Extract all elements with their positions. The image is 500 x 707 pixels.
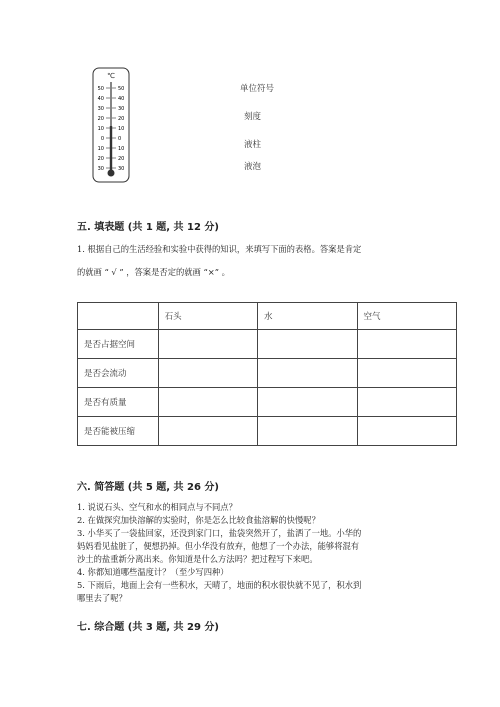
thermometer-tick-label-right: 20	[118, 156, 125, 162]
table-header-cell: 石头	[158, 303, 257, 330]
thermometer-tick-label-left: 50	[97, 86, 104, 92]
row-label: 是否有质量	[78, 388, 159, 417]
answer-cell[interactable]	[158, 359, 257, 388]
thermometer-tick-label-left: 10	[97, 146, 104, 152]
section6-line: 1. 说说石头、空气和水的相同点与不同点？	[77, 502, 237, 512]
thermometer-tick-label-right: 30	[118, 166, 125, 172]
table-row	[78, 359, 457, 388]
thermometer-tick-label-right: 20	[118, 116, 125, 122]
section6-line: 哪里去了呢？	[77, 593, 127, 603]
answer-cell[interactable]	[258, 359, 357, 388]
properties-table	[77, 302, 457, 446]
answer-cell[interactable]	[158, 388, 257, 417]
section5-title: 五. 填表题 (共 1 题, 共 12 分)	[77, 222, 219, 233]
table-header-row	[78, 303, 457, 330]
thermometer-tick-label-right: 0	[118, 136, 122, 142]
thermometer-tick-label-left: 20	[97, 156, 104, 162]
thermometer-tick-label-right: 10	[118, 146, 125, 152]
thermometer-bulb	[108, 170, 115, 177]
table-header-cell: 空气	[357, 303, 456, 330]
answer-cell[interactable]	[258, 330, 357, 359]
thermometer-tick-label-left: 30	[97, 166, 104, 172]
answer-cell[interactable]	[258, 388, 357, 417]
thermometer-tick-label-left: 0	[100, 136, 104, 142]
answer-cell[interactable]	[357, 330, 456, 359]
answer-cell[interactable]	[158, 330, 257, 359]
thermometer-tick-label-right: 30	[118, 106, 125, 112]
row-label: 是否能被压缩	[78, 417, 159, 446]
thermometer-tick-label-right: 10	[118, 126, 125, 132]
section6-line: 5. 下雨后，地面上会有一些积水，天晴了，地面的积水很快就不见了，积水到	[77, 580, 362, 590]
section6-line: 沙土的盐重新分离出来。你知道是什么方法吗？把过程写下来吧。	[77, 554, 318, 564]
row-label: 是否占据空间	[78, 330, 159, 359]
thermometer-tick-label-left: 10	[97, 126, 104, 132]
answer-cell[interactable]	[357, 388, 456, 417]
table-header-cell: 水	[258, 303, 357, 330]
thermometer-tick-label-left: 20	[97, 116, 104, 122]
thermometer-liquid	[110, 126, 112, 170]
part-label-column: 液柱	[244, 140, 262, 150]
thermometer-unit: ℃	[107, 72, 115, 80]
table-header-cell	[78, 303, 159, 330]
answer-cell[interactable]	[357, 417, 456, 446]
part-label-unit: 单位符号	[240, 84, 275, 94]
section6-line: 3. 小华买了一袋盐回家，还没到家门口，盐袋突然开了，盐洒了一地。小华的	[77, 528, 362, 538]
section5-question-line1: 1. 根据自己的生活经验和实验中获得的知识，来填写下面的表格。答案是肯定	[77, 244, 362, 254]
table-row	[78, 330, 457, 359]
part-label-scale: 刻度	[244, 112, 262, 122]
section5-question-line2: 的就画 “ √ ” ，答案是否定的就画 “×” 。	[77, 267, 230, 277]
answer-cell[interactable]	[158, 417, 257, 446]
thermometer-figure	[86, 66, 136, 188]
answer-cell[interactable]	[357, 359, 456, 388]
thermometer-tick-label-right: 40	[118, 96, 125, 102]
thermometer-tick-label-right: 50	[118, 86, 125, 92]
answer-cell[interactable]	[258, 417, 357, 446]
table-row	[78, 417, 457, 446]
section6-line: 4. 你都知道哪些温度计？（至少写四种）	[77, 567, 229, 577]
section6-title: 六. 简答题 (共 5 题, 共 26 分)	[77, 482, 219, 493]
section6-line: 妈妈看见盐脏了，便想扔掉。但小华没有放弃，他想了一个办法，能够将混有	[77, 541, 360, 551]
section7-title: 七. 综合题 (共 3 题, 共 29 分)	[77, 622, 219, 633]
table-row	[78, 388, 457, 417]
thermometer-tick-label-left: 30	[97, 106, 104, 112]
thermometer-tick-label-left: 40	[97, 96, 104, 102]
section6-line: 2. 在做探究加快溶解的实验时，你是怎么比较食盐溶解的快慢呢？	[77, 515, 320, 525]
row-label: 是否会流动	[78, 359, 159, 388]
part-label-bulb: 液泡	[244, 162, 262, 172]
